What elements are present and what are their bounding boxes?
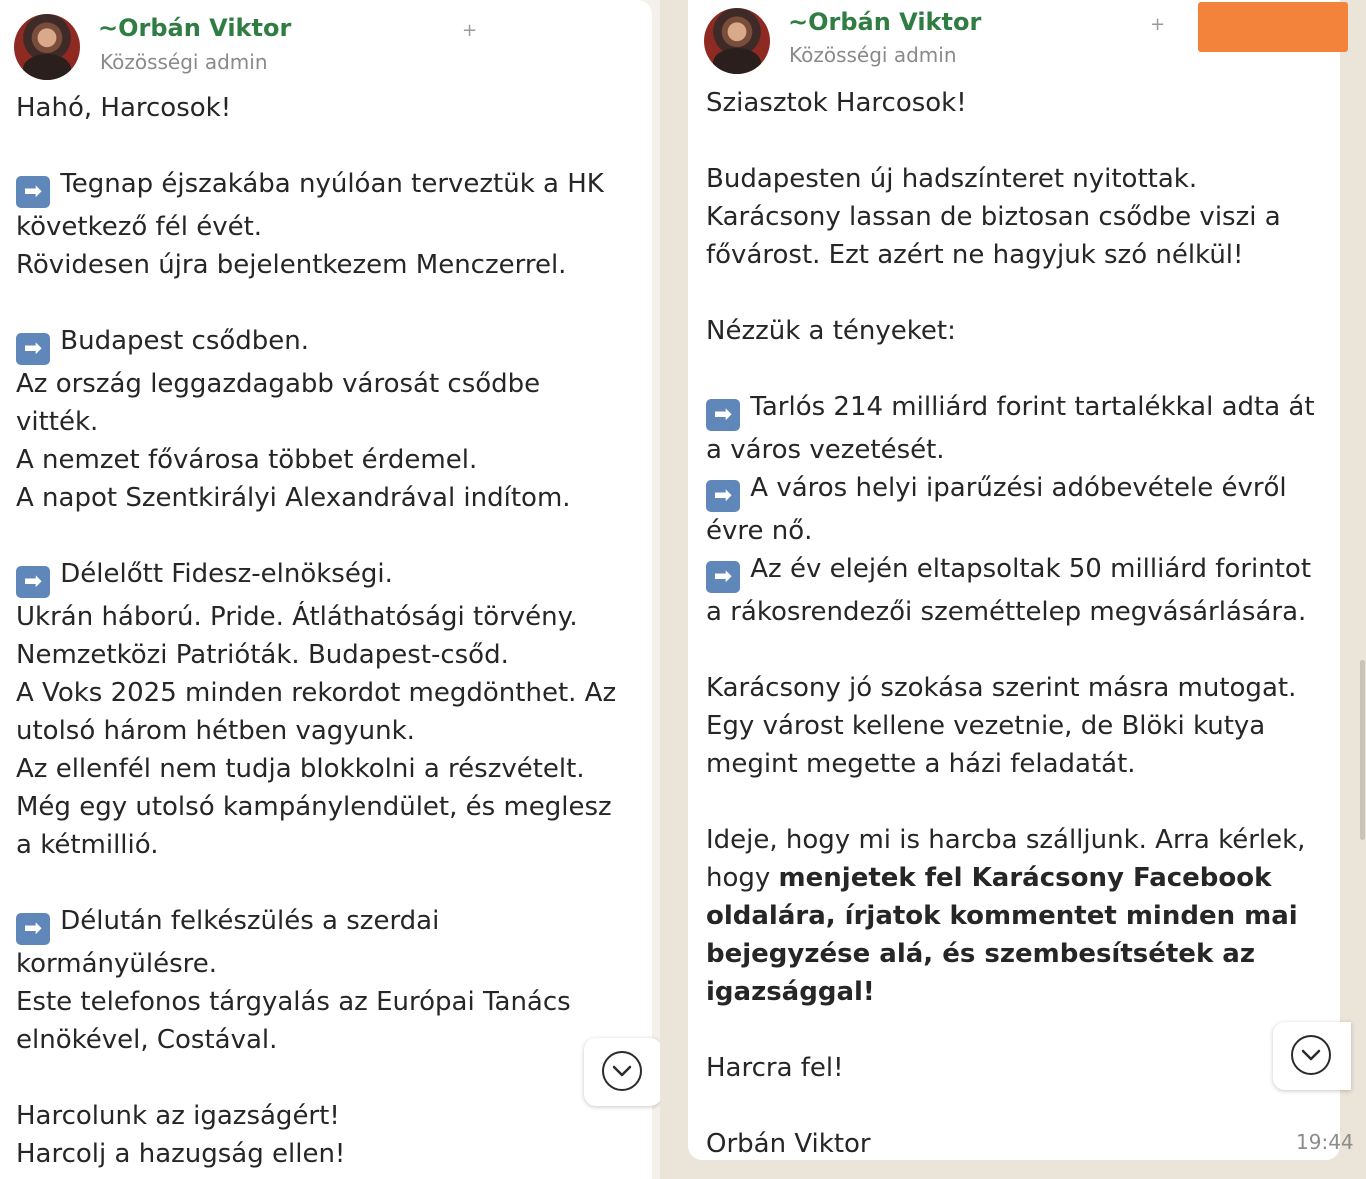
message-line xyxy=(16,1021,616,1059)
message-line-bold: bejegyzése alá, és szembesítsétek az xyxy=(706,939,1255,969)
chevron-down-icon xyxy=(612,1065,632,1077)
message-line xyxy=(706,388,1315,431)
message-line xyxy=(706,935,1315,973)
message-line-text: vitték. xyxy=(16,407,99,437)
message-line xyxy=(706,1049,1315,1087)
message-line-text: utolsó három hétben vagyunk. xyxy=(16,716,415,746)
message-line-text: Délelőtt Fidesz-elnökségi. xyxy=(60,559,393,589)
message-line-text: Hahó, Harcosok! xyxy=(16,93,232,123)
message-line xyxy=(16,403,616,441)
message-line xyxy=(706,783,1315,821)
message-line xyxy=(706,669,1315,707)
message-line xyxy=(706,745,1315,783)
message-line-text: Harcolunk az igazságért! xyxy=(16,1101,340,1131)
message-line xyxy=(706,897,1315,935)
message-line xyxy=(16,165,616,208)
message-line xyxy=(706,122,1315,160)
message-line xyxy=(16,826,616,864)
message-line xyxy=(16,636,616,674)
message-line-text: Délután felkészülés a szerdai xyxy=(60,906,440,936)
sender-name[interactable]: ~Orbán Viktor xyxy=(788,8,982,36)
message-line xyxy=(16,479,616,517)
message-line xyxy=(706,512,1315,550)
sender-avatar[interactable] xyxy=(704,8,770,74)
chevron-down-icon xyxy=(1301,1049,1321,1061)
message-line-text: A nemzet fővárosa többet érdemel. xyxy=(16,445,478,475)
message-line xyxy=(706,469,1315,512)
message-timestamp: 19:44 xyxy=(1296,1130,1354,1154)
message-line xyxy=(16,89,616,127)
message-line xyxy=(706,84,1315,122)
sender-name[interactable]: ~Orbán Viktor xyxy=(98,14,292,42)
message-line xyxy=(706,236,1315,274)
message-line-bold: menjetek fel Karácsony Facebook xyxy=(778,863,1272,893)
message-line xyxy=(706,1125,1315,1163)
sender-avatar[interactable] xyxy=(14,14,80,80)
message-line xyxy=(706,593,1315,631)
message-line xyxy=(16,983,616,1021)
message-line-text: Ideje, hogy mi is harcba szálljunk. Arra kérlek, xyxy=(706,825,1306,855)
message-line xyxy=(16,441,616,479)
scrollbar[interactable] xyxy=(1360,660,1365,840)
message-line-text: A város helyi iparűzési adóbevétele évről xyxy=(750,473,1287,503)
message-line xyxy=(706,198,1315,236)
message-line xyxy=(16,1059,616,1097)
message-line xyxy=(706,160,1315,198)
message-line xyxy=(706,707,1315,745)
message-line-text: Rövidesen újra bejelentkezem Menczerrel. xyxy=(16,250,567,280)
message-line-text: Tarlós 214 milliárd forint tartalékkal adta át xyxy=(750,392,1315,422)
arrow-right-icon: ➡ xyxy=(706,480,740,512)
message-line-text: A Voks 2025 minden rekordot megdönthet. Az xyxy=(16,678,617,708)
message-line xyxy=(16,208,616,246)
redaction-block xyxy=(1198,2,1348,52)
message-line xyxy=(16,127,616,165)
message-line xyxy=(16,945,616,983)
left-screenshot xyxy=(0,0,660,1179)
message-line xyxy=(706,859,1315,897)
message-line xyxy=(706,1087,1315,1125)
message-line xyxy=(16,246,616,284)
message-line-text: elnökével, Costával. xyxy=(16,1025,278,1055)
message-line-text: évre nő. xyxy=(706,516,813,546)
arrow-right-icon: ➡ xyxy=(16,333,50,365)
message-line xyxy=(16,555,616,598)
message-line-text: Harcra fel! xyxy=(706,1053,844,1083)
message-line-text: kormányülésre. xyxy=(16,949,218,979)
message-line xyxy=(706,431,1315,469)
message-line-text: Budapest csődben. xyxy=(60,326,310,356)
message-line-text: Az év elején eltapsoltak 50 milliárd forintot xyxy=(750,554,1312,584)
message-line xyxy=(706,550,1315,593)
message-line xyxy=(16,674,616,712)
message-line-text: Este telefonos tárgyalás az Európai Tanács xyxy=(16,987,571,1017)
message-line xyxy=(706,274,1315,312)
arrow-right-icon: ➡ xyxy=(706,561,740,593)
message-line-text: Sziasztok Harcosok! xyxy=(706,88,967,118)
message-line-text: Tegnap éjszakába nyúlóan terveztük a HK xyxy=(60,169,604,199)
scroll-down-button[interactable] xyxy=(584,1038,660,1106)
message-line xyxy=(16,788,616,826)
message-line xyxy=(706,821,1315,859)
message-text xyxy=(706,84,1315,1163)
message-line-text: Még egy utolsó kampánylendület, és meglesz xyxy=(16,792,612,822)
message-line-text: a város vezetését. xyxy=(706,435,945,465)
message-line xyxy=(16,598,616,636)
sender-role: Közösségi admin xyxy=(100,50,268,74)
message-line-text: Karácsony jó szokása szerint másra mutogat. xyxy=(706,673,1297,703)
message-text xyxy=(16,89,616,1173)
right-screenshot xyxy=(660,0,1366,1179)
message-line-text: Nézzük a tényeket: xyxy=(706,316,956,346)
message-line xyxy=(706,312,1315,350)
message-line-bold: igazsággal! xyxy=(706,977,875,1007)
arrow-right-icon: ➡ xyxy=(16,913,50,945)
arrow-right-icon: ➡ xyxy=(16,566,50,598)
message-line xyxy=(16,1135,616,1173)
message-line-text: Az ország leggazdagabb városát csődbe xyxy=(16,369,541,399)
message-line-text: Az ellenfél nem tudja blokkolni a részvételt. xyxy=(16,754,585,784)
message-line xyxy=(16,517,616,555)
message-line-text: Egy várost kellene vezetnie, de Blöki kutya xyxy=(706,711,1266,741)
sender-role: Közösségi admin xyxy=(789,43,957,67)
message-line-text: Budapesten új hadszínteret nyitottak. xyxy=(706,164,1198,194)
message-line xyxy=(706,350,1315,388)
message-line xyxy=(16,1097,616,1135)
message-line xyxy=(16,902,616,945)
add-contact-icon[interactable]: + xyxy=(462,20,478,41)
message-bubble xyxy=(688,0,1354,1160)
scroll-down-button[interactable] xyxy=(1273,1022,1351,1090)
message-line-text: megint megette a házi feladatát. xyxy=(706,749,1136,779)
message-line xyxy=(16,712,616,750)
message-line xyxy=(16,365,616,403)
message-line xyxy=(706,973,1315,1011)
message-line xyxy=(706,1011,1315,1049)
message-line xyxy=(16,864,616,902)
message-line-bold: oldalára, írjatok kommentet minden mai xyxy=(706,901,1298,931)
message-line-text: Harcolj a hazugság ellen! xyxy=(16,1139,346,1169)
message-line-text: a kétmillió. xyxy=(16,830,159,860)
message-line xyxy=(16,322,616,365)
message-line xyxy=(706,631,1315,669)
message-line-text: Karácsony lassan de biztosan csődbe viszi a xyxy=(706,202,1281,232)
message-line xyxy=(16,284,616,322)
message-line-text: Orbán Viktor xyxy=(706,1129,871,1159)
message-line-text: következő fél évét. xyxy=(16,212,263,242)
add-contact-icon[interactable]: + xyxy=(1150,14,1166,35)
message-line xyxy=(16,750,616,788)
message-line-text: a rákosrendezői szeméttelep megvásárlására. xyxy=(706,597,1307,627)
message-line-text: hogy xyxy=(706,863,779,893)
arrow-right-icon: ➡ xyxy=(16,176,50,208)
message-line-text: Nemzetközi Patrióták. Budapest-csőd. xyxy=(16,640,509,670)
message-bubble xyxy=(0,0,652,1179)
message-line-text: fővárost. Ezt azért ne hagyjuk szó nélkül! xyxy=(706,240,1244,270)
arrow-right-icon: ➡ xyxy=(706,399,740,431)
message-line-text: A napot Szentkirályi Alexandrával indítom. xyxy=(16,483,571,513)
message-line-text: Ukrán háború. Pride. Átláthatósági törvény. xyxy=(16,602,578,632)
